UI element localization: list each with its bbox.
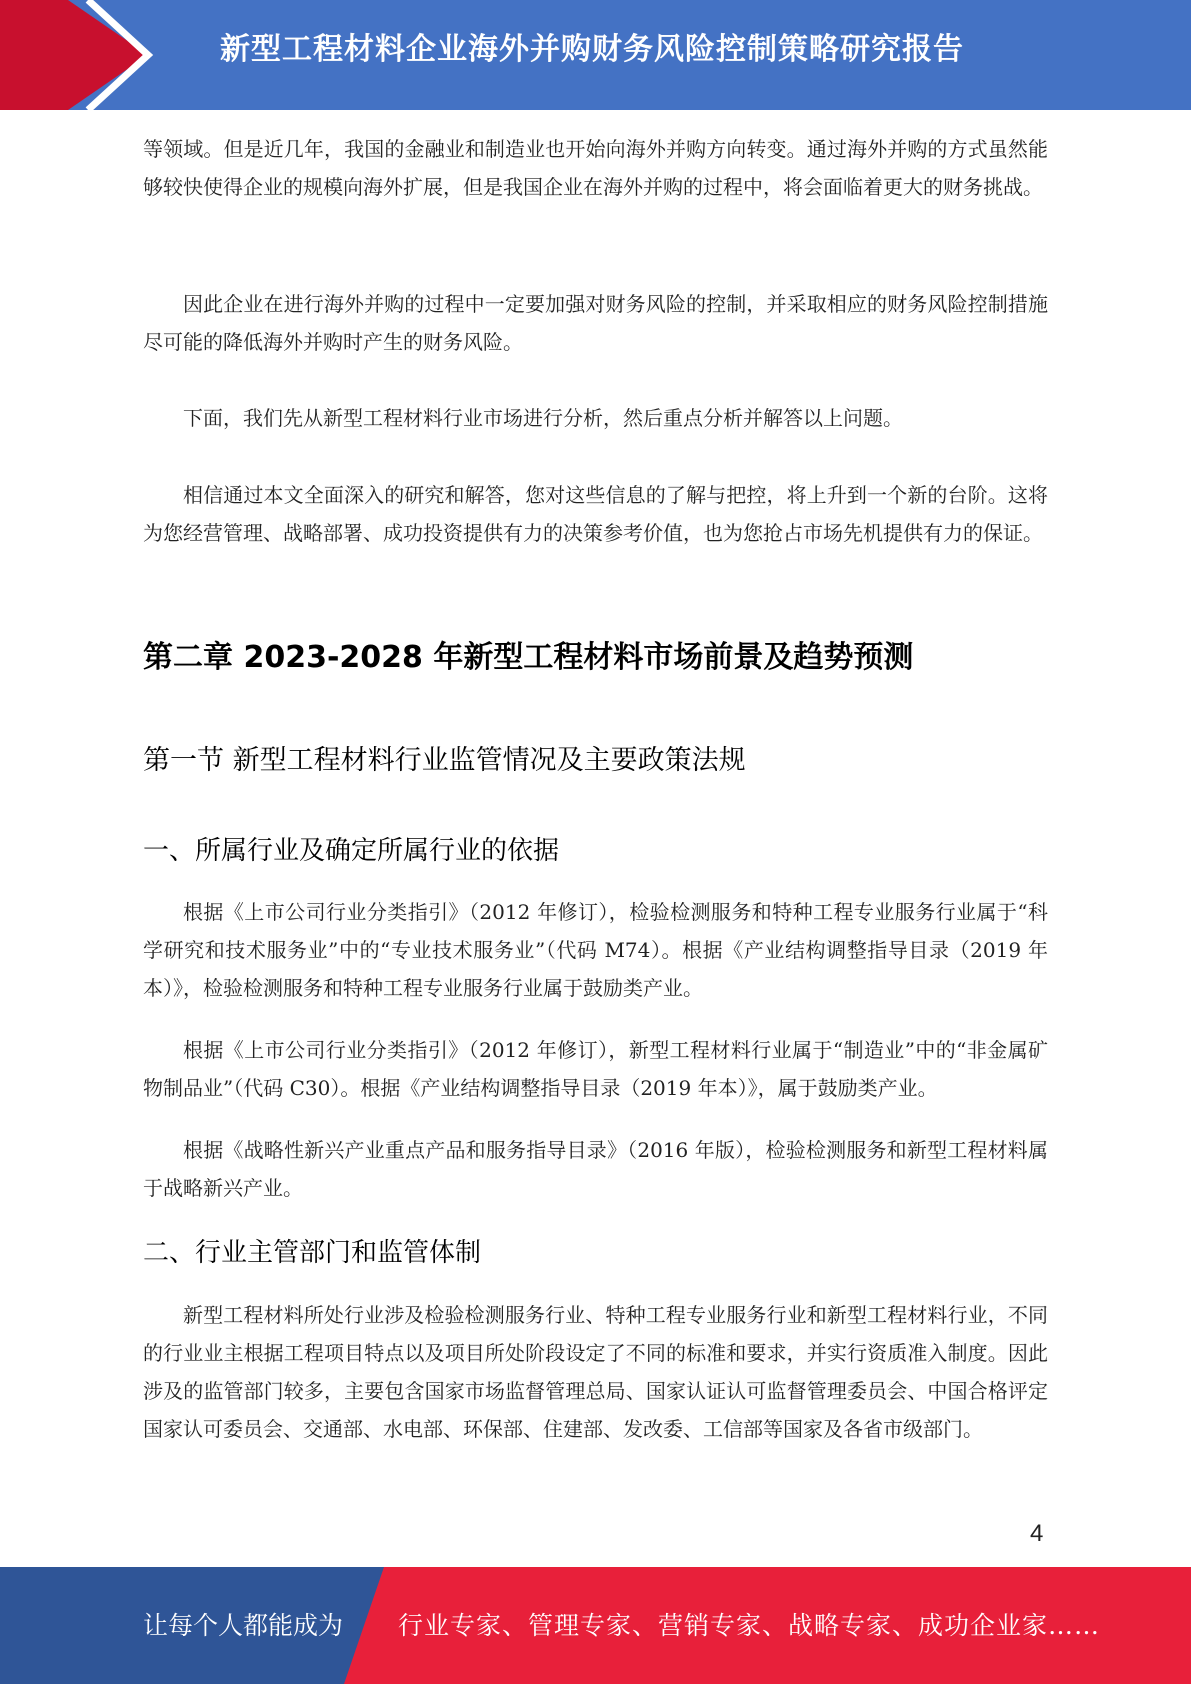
report-title: 新型工程材料企业海外并购财务风险控制策略研究报告 bbox=[220, 32, 964, 67]
subsection-1-paragraph-2 bbox=[143, 1031, 1048, 1107]
subsection-2-paragraph-1 bbox=[143, 1296, 1048, 1448]
paragraph-text: 根据《上市公司行业分类指引》（2012 年修订），新型工程材料行业属于“制造业”中的“非金属矿物制品业”（代码 C30）。根据《产业结构调整指导目录（2019 年本）》，属于鼓励类产业。 bbox=[143, 1038, 1048, 1100]
paragraph-text: 新型工程材料所处行业涉及检验检测服务行业、特种工程专业服务行业和新型工程材料行业，不同的行业业主根据工程项目特点以及项目所处阶段设定了不同的标准和要求，并实行资质准入制度。因此涉及的监管部门较多，主要包含国家市场监督管理总局、国家认证认可监督管理委员会、中国合格评定国家认可委员会、交通部、水电部、环保部、住建部、发改委、工信部等国家及各省市级部门。 bbox=[143, 1303, 1048, 1441]
page-header-banner bbox=[0, 0, 1191, 110]
paragraph-text: 相信通过本文全面深入的研究和解答，您对这些信息的了解与把控，将上升到一个新的台阶。这将为您经营管理、战略部署、成功投资提供有力的决策参考价值，也为您抢占市场先机提供有力的保证。 bbox=[143, 483, 1048, 545]
page-footer-banner bbox=[0, 1567, 1191, 1684]
chapter-heading: 第二章 2023-2028 年新型工程材料市场前景及趋势预测 bbox=[143, 640, 914, 675]
paragraph-text: 根据《战略性新兴产业重点产品和服务指导目录》（2016 年版），检验检测服务和新型工程材料属于战略新兴产业。 bbox=[143, 1138, 1048, 1200]
intro-paragraph-2 bbox=[143, 285, 1048, 361]
subsection-heading-2: 二、行业主管部门和监管体制 bbox=[143, 1238, 482, 1268]
subsection-1-paragraph-1 bbox=[143, 893, 1048, 1007]
paragraph-text: 等领域。但是近几年，我国的金融业和制造业也开始向海外并购方向转变。通过海外并购的方式虽然能够较快使得企业的规模向海外扩展，但是我国企业在海外并购的过程中，将会面临着更大的财务挑战。 bbox=[143, 137, 1048, 199]
paragraph-text: 下面，我们先从新型工程材料行业市场进行分析，然后重点分析并解答以上问题。 bbox=[183, 406, 903, 430]
page-number: 4 bbox=[1030, 1520, 1044, 1547]
section-heading: 第一节 新型工程材料行业监管情况及主要政策法规 bbox=[143, 745, 746, 776]
intro-paragraph-4 bbox=[143, 476, 1048, 552]
paragraph-text: 根据《上市公司行业分类指引》（2012 年修订），检验检测服务和特种工程专业服务行业属于“科学研究和技术服务业”中的“专业技术服务业”（代码 M74）。根据《产业结构调整指导目录（2019 年本）》，检验检测服务和特种工程专业服务行业属于鼓励类产业。 bbox=[143, 900, 1048, 1000]
intro-paragraph-3 bbox=[143, 399, 1048, 437]
intro-paragraph-1 bbox=[143, 130, 1048, 206]
footer-slogan-right: 行业专家、管理专家、营销专家、战略专家、成功企业家…… bbox=[398, 1611, 1101, 1640]
subsection-1-paragraph-3 bbox=[143, 1131, 1048, 1207]
subsection-heading-1: 一、所属行业及确定所属行业的依据 bbox=[143, 836, 560, 866]
footer-slogan-left: 让每个人都能成为 bbox=[143, 1611, 344, 1640]
paragraph-text: 因此企业在进行海外并购的过程中一定要加强对财务风险的控制，并采取相应的财务风险控制措施尽可能的降低海外并购时产生的财务风险。 bbox=[143, 292, 1048, 354]
